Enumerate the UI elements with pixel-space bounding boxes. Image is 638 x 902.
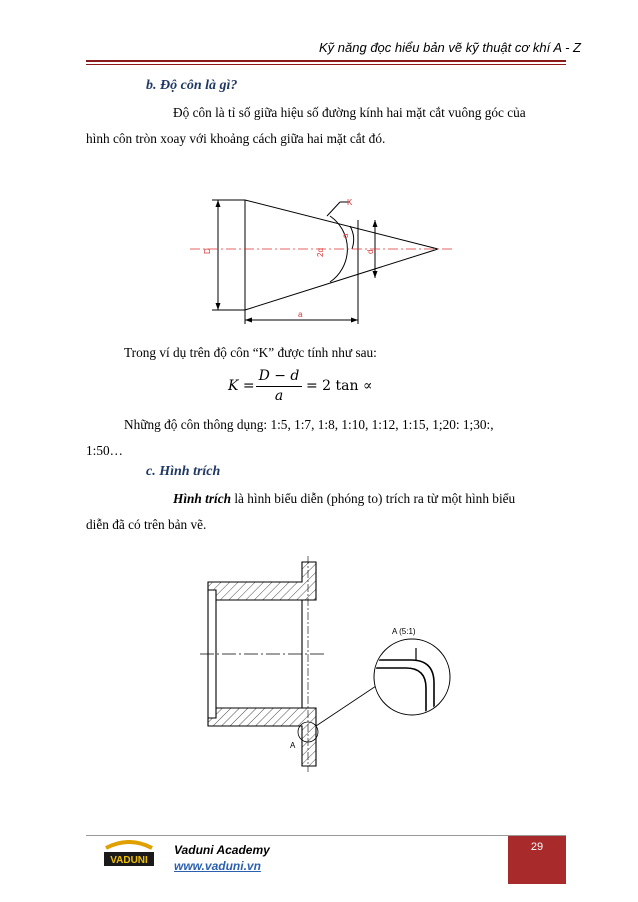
label-detail-scale: A (5:1)	[392, 627, 416, 636]
common-tapers-line2: 1:50…	[86, 443, 123, 458]
para-hinh-trich-line2: diễn đã có trên bản vẽ.	[86, 517, 207, 532]
vaduni-logo	[100, 840, 158, 872]
para-hinh-trich-line1	[173, 486, 515, 512]
cone-top-edge	[245, 200, 438, 249]
label-D: D	[203, 248, 212, 254]
top-wall-section	[208, 562, 316, 600]
detail-leader-line	[316, 686, 376, 726]
cone-bottom-edge	[245, 249, 438, 310]
header-rule	[86, 60, 566, 62]
header-rule-thin	[86, 64, 566, 65]
formula-denominator: a	[274, 388, 284, 404]
cone-taper-figure	[190, 186, 460, 326]
label-A: A	[290, 741, 296, 750]
label-2alpha: 2α	[316, 247, 325, 257]
footer-academy-name: Vaduni Academy	[174, 843, 270, 857]
formula-K: K =	[228, 378, 255, 394]
heading-hinh-trich: c. Hình trích	[146, 464, 221, 479]
para-do-con-line1: Độ côn là tỉ số giữa hiệu số đường kính hai mặt cắt vuông góc của	[173, 105, 526, 120]
footer-info	[174, 842, 270, 874]
label-K: K	[347, 198, 353, 207]
heading-do-con: b. Độ côn là gì?	[146, 78, 238, 93]
example-line: Trong ví dụ trên độ côn “K” được tính như sau:	[124, 345, 377, 360]
formula-fraction-bar	[256, 386, 302, 387]
label-a: a	[298, 310, 303, 319]
label-d: d	[366, 249, 375, 254]
term-hinh-trich: Hình trích	[173, 491, 232, 506]
para-do-con-line2: hình côn tròn xoay với khoảng cách giữa hai mặt cắt đó.	[86, 131, 386, 146]
label-alpha: α	[341, 233, 350, 238]
para-hinh-trich-rest: là hình biểu diễn (phóng to) trích ra từ một hình biểu	[231, 491, 516, 506]
formula-rhs: = 2 tan ∝	[306, 378, 373, 394]
logo-text: VADUNI	[110, 855, 148, 866]
formula-numerator: D − d	[258, 368, 300, 384]
bushing-detail-figure	[196, 556, 456, 776]
footer-website-link[interactable]: www.vaduni.vn	[174, 859, 261, 873]
page-number: 29	[508, 836, 566, 884]
common-tapers-line1: Những độ côn thông dụng: 1:5, 1:7, 1:8, 1:10, 1:12, 1:15, 1;20: 1;30:,	[124, 417, 494, 432]
header-title: Kỹ năng đọc hiểu bản vẽ kỹ thuật cơ khí A - Z	[319, 40, 581, 55]
footer-rule	[86, 835, 566, 836]
detail-enlarged-circle	[374, 639, 450, 715]
taper-formula	[228, 366, 428, 406]
example-text	[124, 340, 377, 366]
